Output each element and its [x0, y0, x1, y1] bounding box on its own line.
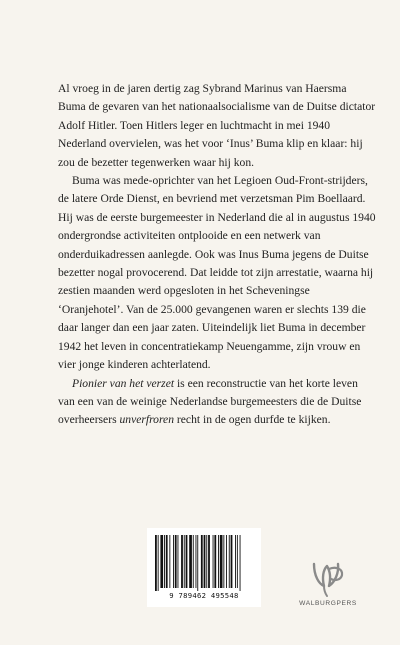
blurb-paragraph-1: Al vroeg in de jaren dertig zag Sybrand Marinus van Haersma Buma de gevaren van het nationaalsocialisme van de Duitse dictator Adolf Hitler. Toen Hitlers leger en luchtmacht in mei 1940 Nederland overvielen, was het voor ‘Inus’ Buma klip en klaar: hij zou de bezetter tegenwerken waar hij kon.	[58, 82, 376, 169]
blurb-paragraph-3	[58, 375, 376, 430]
blurb-paragraph-3-part-b: recht in de ogen durfde te kijken.	[174, 413, 331, 427]
blurb-paragraph-2: Buma was mede-oprichter van het Legioen Oud-Front-strijders, de latere Orde Dienst, en bevriend met verzetsman Pim Boellaard. Hij was de eerste burgemeester in Nederland die al in augustus 1940 ondergrondse activiteiten ontplooide en een netwerk van onderduikadressen aanlegde. Ook was Inus Buma jegens de Duitse bezetter nogal provocerend. Dat leidde tot zijn arrestatie, waarna hij zestien maanden werd opgesloten in het Scheveningse ‘Oranjehotel’. Van de 25.000 gevangenen waren er slechts 139 die daar langer dan een jaar zaten. Uiteindelijk liet Buma in december 1942 het leven in concentratiekamp Neuengamme, zijn vrouw en vier jonge kinderen achterlatend.	[58, 174, 376, 372]
emphasis-word: unverfroren	[119, 413, 175, 427]
blurb-text	[58, 80, 376, 430]
barcode-digits: 9 789462 495548	[169, 591, 239, 600]
blurb-paragraph-3-part-a: is een reconstructie van het korte leven van een van de weinige Nederlandse burgemeesters die de Duitse overheersers	[58, 376, 362, 427]
publisher-logo	[296, 560, 360, 610]
book-title: Pionier van het verzet	[72, 376, 175, 390]
barcode-bars	[153, 535, 255, 591]
publisher-name: WALBURGPERS	[299, 600, 357, 607]
isbn-barcode	[147, 528, 261, 607]
walburgpers-logo-icon	[310, 560, 346, 598]
